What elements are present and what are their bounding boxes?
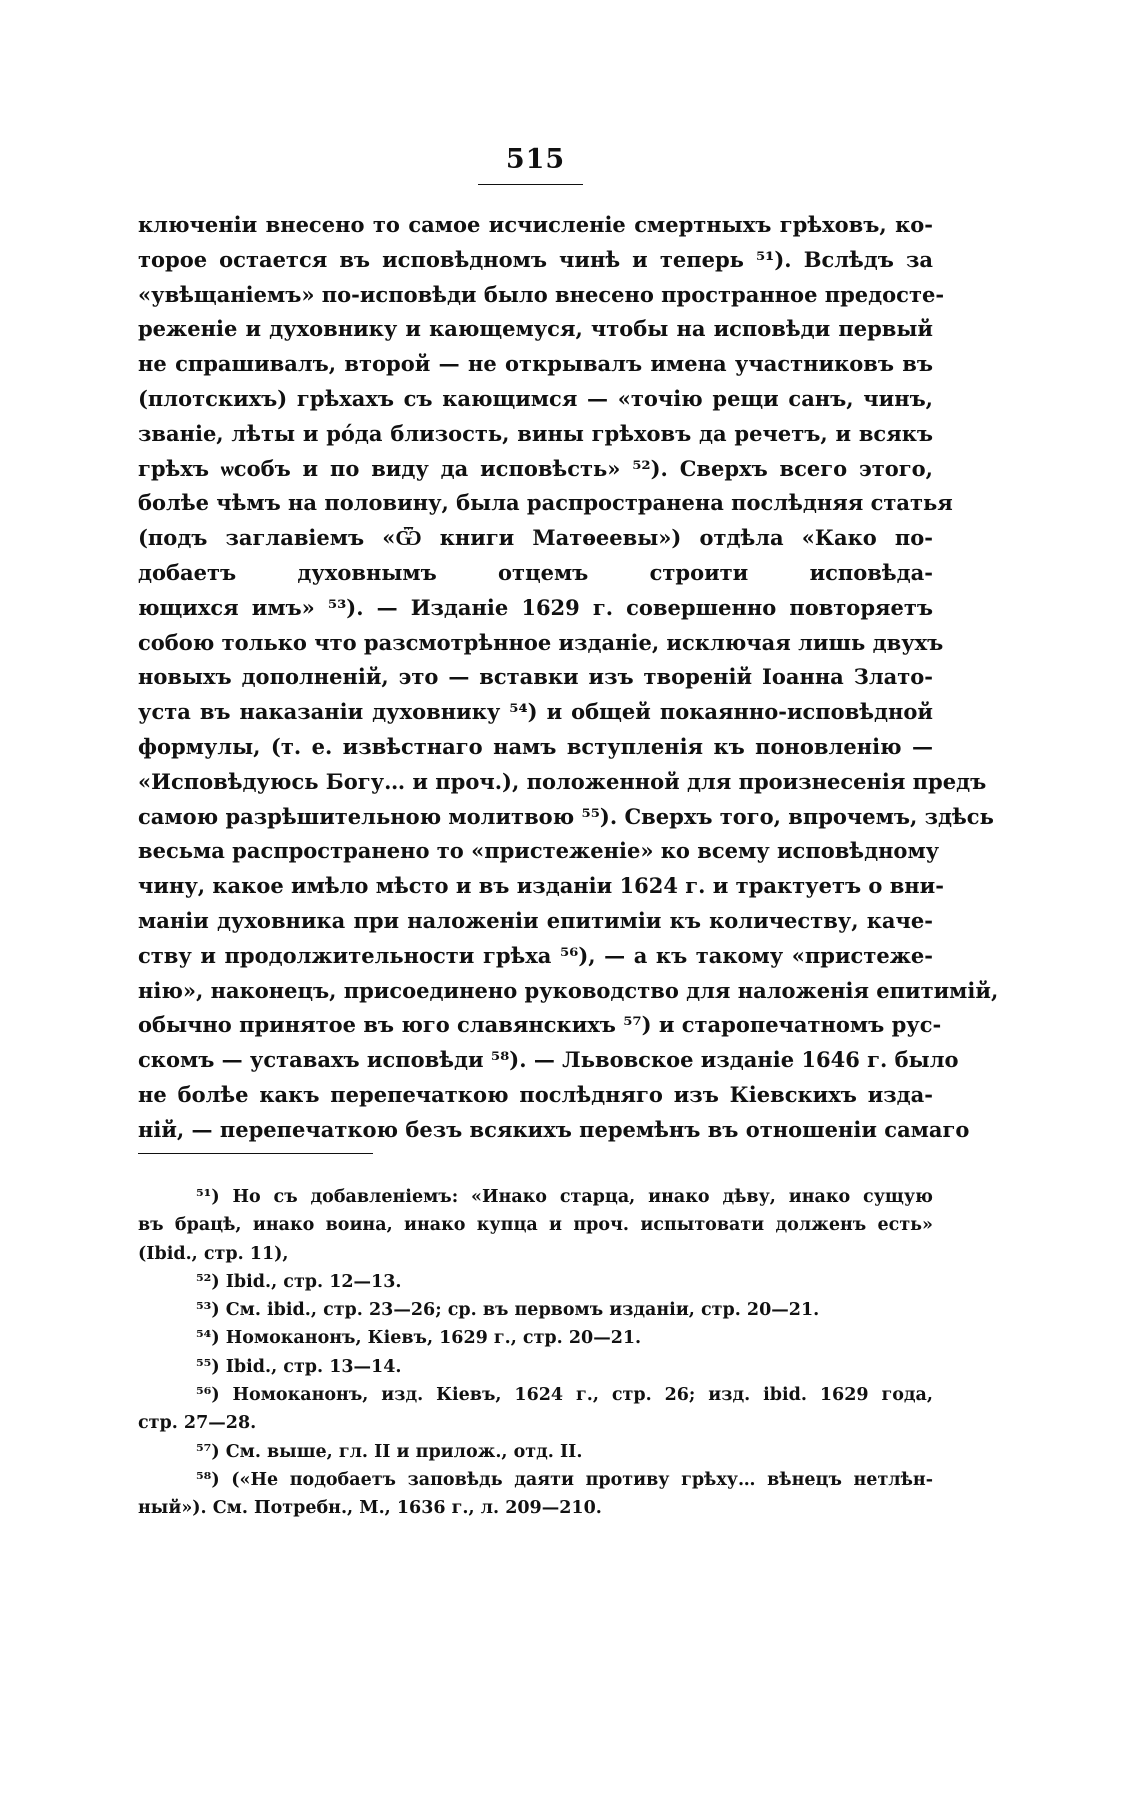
text-line: добаетъ духовнымъ отцемъ строити исповѣда-	[138, 559, 933, 585]
text-line: уста въ наказаніи духовнику ⁵⁴) и общей покаянно-исповѣдной	[138, 699, 933, 725]
footnote-line: ⁵³) См. ibid., стр. 23—26; ср. въ первомъ изданіи, стр. 20—21.	[196, 1300, 820, 1321]
main-text	[138, 208, 999, 1148]
text-line: ющихся имъ» ⁵³). — Изданіе 1629 г. совершенно повторяетъ	[138, 594, 933, 620]
footnote-line: ⁵²) Ibid., стр. 12—13.	[196, 1271, 402, 1292]
footnote-line: (Ibid., стр. 11),	[138, 1243, 289, 1264]
footnote-line: ⁵⁸) («Не подобаетъ заповѣдь даяти противу грѣху… вѣнецъ нетлѣн-	[196, 1469, 933, 1490]
footnote-line: въ брацѣ, инако воина, инако купца и проч. испытовати долженъ есть»	[138, 1215, 933, 1236]
page-number: 515	[505, 144, 566, 175]
text-line: «увѣщаніемъ» по-исповѣди было внесено пространное предосте-	[138, 281, 945, 307]
text-line: (подъ заглавіемъ «Ѿ книги Матѳеевы») отдѣла «Како по-	[138, 525, 933, 551]
text-line: ключеніи внесено то самое исчисленіе смертныхъ грѣховъ, ко-	[138, 212, 933, 237]
footnote-line: ⁵⁴) Номоканонъ, Кіевъ, 1629 г., стр. 20—21.	[196, 1328, 642, 1349]
text-line: скомъ — уставахъ исповѣди ⁵⁸). — Львовское изданіе 1646 г. было	[138, 1047, 959, 1073]
text-line: не спрашивалъ, второй — не открывалъ имена участниковъ въ	[138, 351, 933, 377]
text-line: весьма распространено то «пристеженіе» ко всему исповѣдному	[138, 838, 940, 864]
footnote-line: стр. 27—28.	[138, 1413, 257, 1434]
text-line: «Исповѣдуюсь Богу… и проч.), положенной для произнесенія предъ	[138, 768, 987, 794]
text-line: самою разрѣшительною молитвою ⁵⁵). Сверхъ того, впрочемъ, здѣсь	[138, 803, 994, 829]
footnote-line: ⁵¹) Но съ добавленіемъ: «Инако старца, инако дѣву, инако сущую	[196, 1187, 933, 1207]
text-line: (плотскихъ) грѣхахъ съ кающимся — «точію рещи санъ, чинъ,	[138, 385, 933, 411]
footnote-line: ⁵⁷) См. выше, гл. II и прилож., отд. II.	[196, 1441, 583, 1462]
footnotes	[138, 1183, 933, 1523]
text-line: ній, — перепечаткою безъ всякихъ перемѣнъ въ отношеніи самаго	[138, 1116, 970, 1142]
text-line: болѣе чѣмъ на половину, была распространена послѣдняя статья	[138, 490, 953, 516]
footnote-line: ный»). См. Потребн., М., 1636 г., л. 209—210.	[138, 1498, 602, 1519]
footnote-line: ⁵⁵) Ibid., стр. 13—14.	[196, 1356, 402, 1377]
text-line: маніи духовника при наложеніи епитиміи къ количеству, каче-	[138, 907, 933, 933]
text-line: нію», наконецъ, присоединено руководство для наложенія епитимій,	[138, 977, 999, 1003]
text-line: не болѣе какъ перепечаткою послѣдняго изъ Кіевскихъ изда-	[138, 1081, 933, 1107]
text-line: реженіе и духовнику и кающемуся, чтобы на исповѣди первый	[138, 316, 933, 342]
text-line: ству и продолжительности грѣха ⁵⁶), — а къ такому «пристеже-	[138, 942, 933, 968]
text-line: торое остается въ исповѣдномъ чинѣ и теперь ⁵¹). Вслѣдъ за	[138, 246, 933, 272]
text-line: грѣхъ ѡсобъ и по виду да исповѣсть» ⁵²). Сверхъ всего этого,	[138, 455, 933, 481]
text-line: собою только что разсмотрѣнное изданіе, исключая лишь двухъ	[138, 629, 944, 655]
text-line: новыхъ дополненій, это — вставки изъ твореній Іоанна Злато-	[138, 664, 933, 690]
footnote-line: ⁵⁶) Номоканонъ, изд. Кіевъ, 1624 г., стр. 26; изд. ibid. 1629 года,	[196, 1385, 933, 1406]
text-line: чину, какое имѣло мѣсто и въ изданіи 1624 г. и трактуетъ о вни-	[138, 873, 944, 899]
text-line: обычно принятое въ юго славянскихъ ⁵⁷) и старопечатномъ рус-	[138, 1012, 942, 1038]
book-page	[138, 0, 999, 1813]
text-line: формулы, (т. е. извѣстнаго намъ вступленія къ поновленію —	[138, 733, 933, 759]
text-line: званіе, лѣты и рóда близость, вины грѣховъ да речетъ, и всякъ	[138, 420, 933, 446]
footnote-separator	[138, 1153, 373, 1154]
header-rule	[478, 184, 583, 185]
